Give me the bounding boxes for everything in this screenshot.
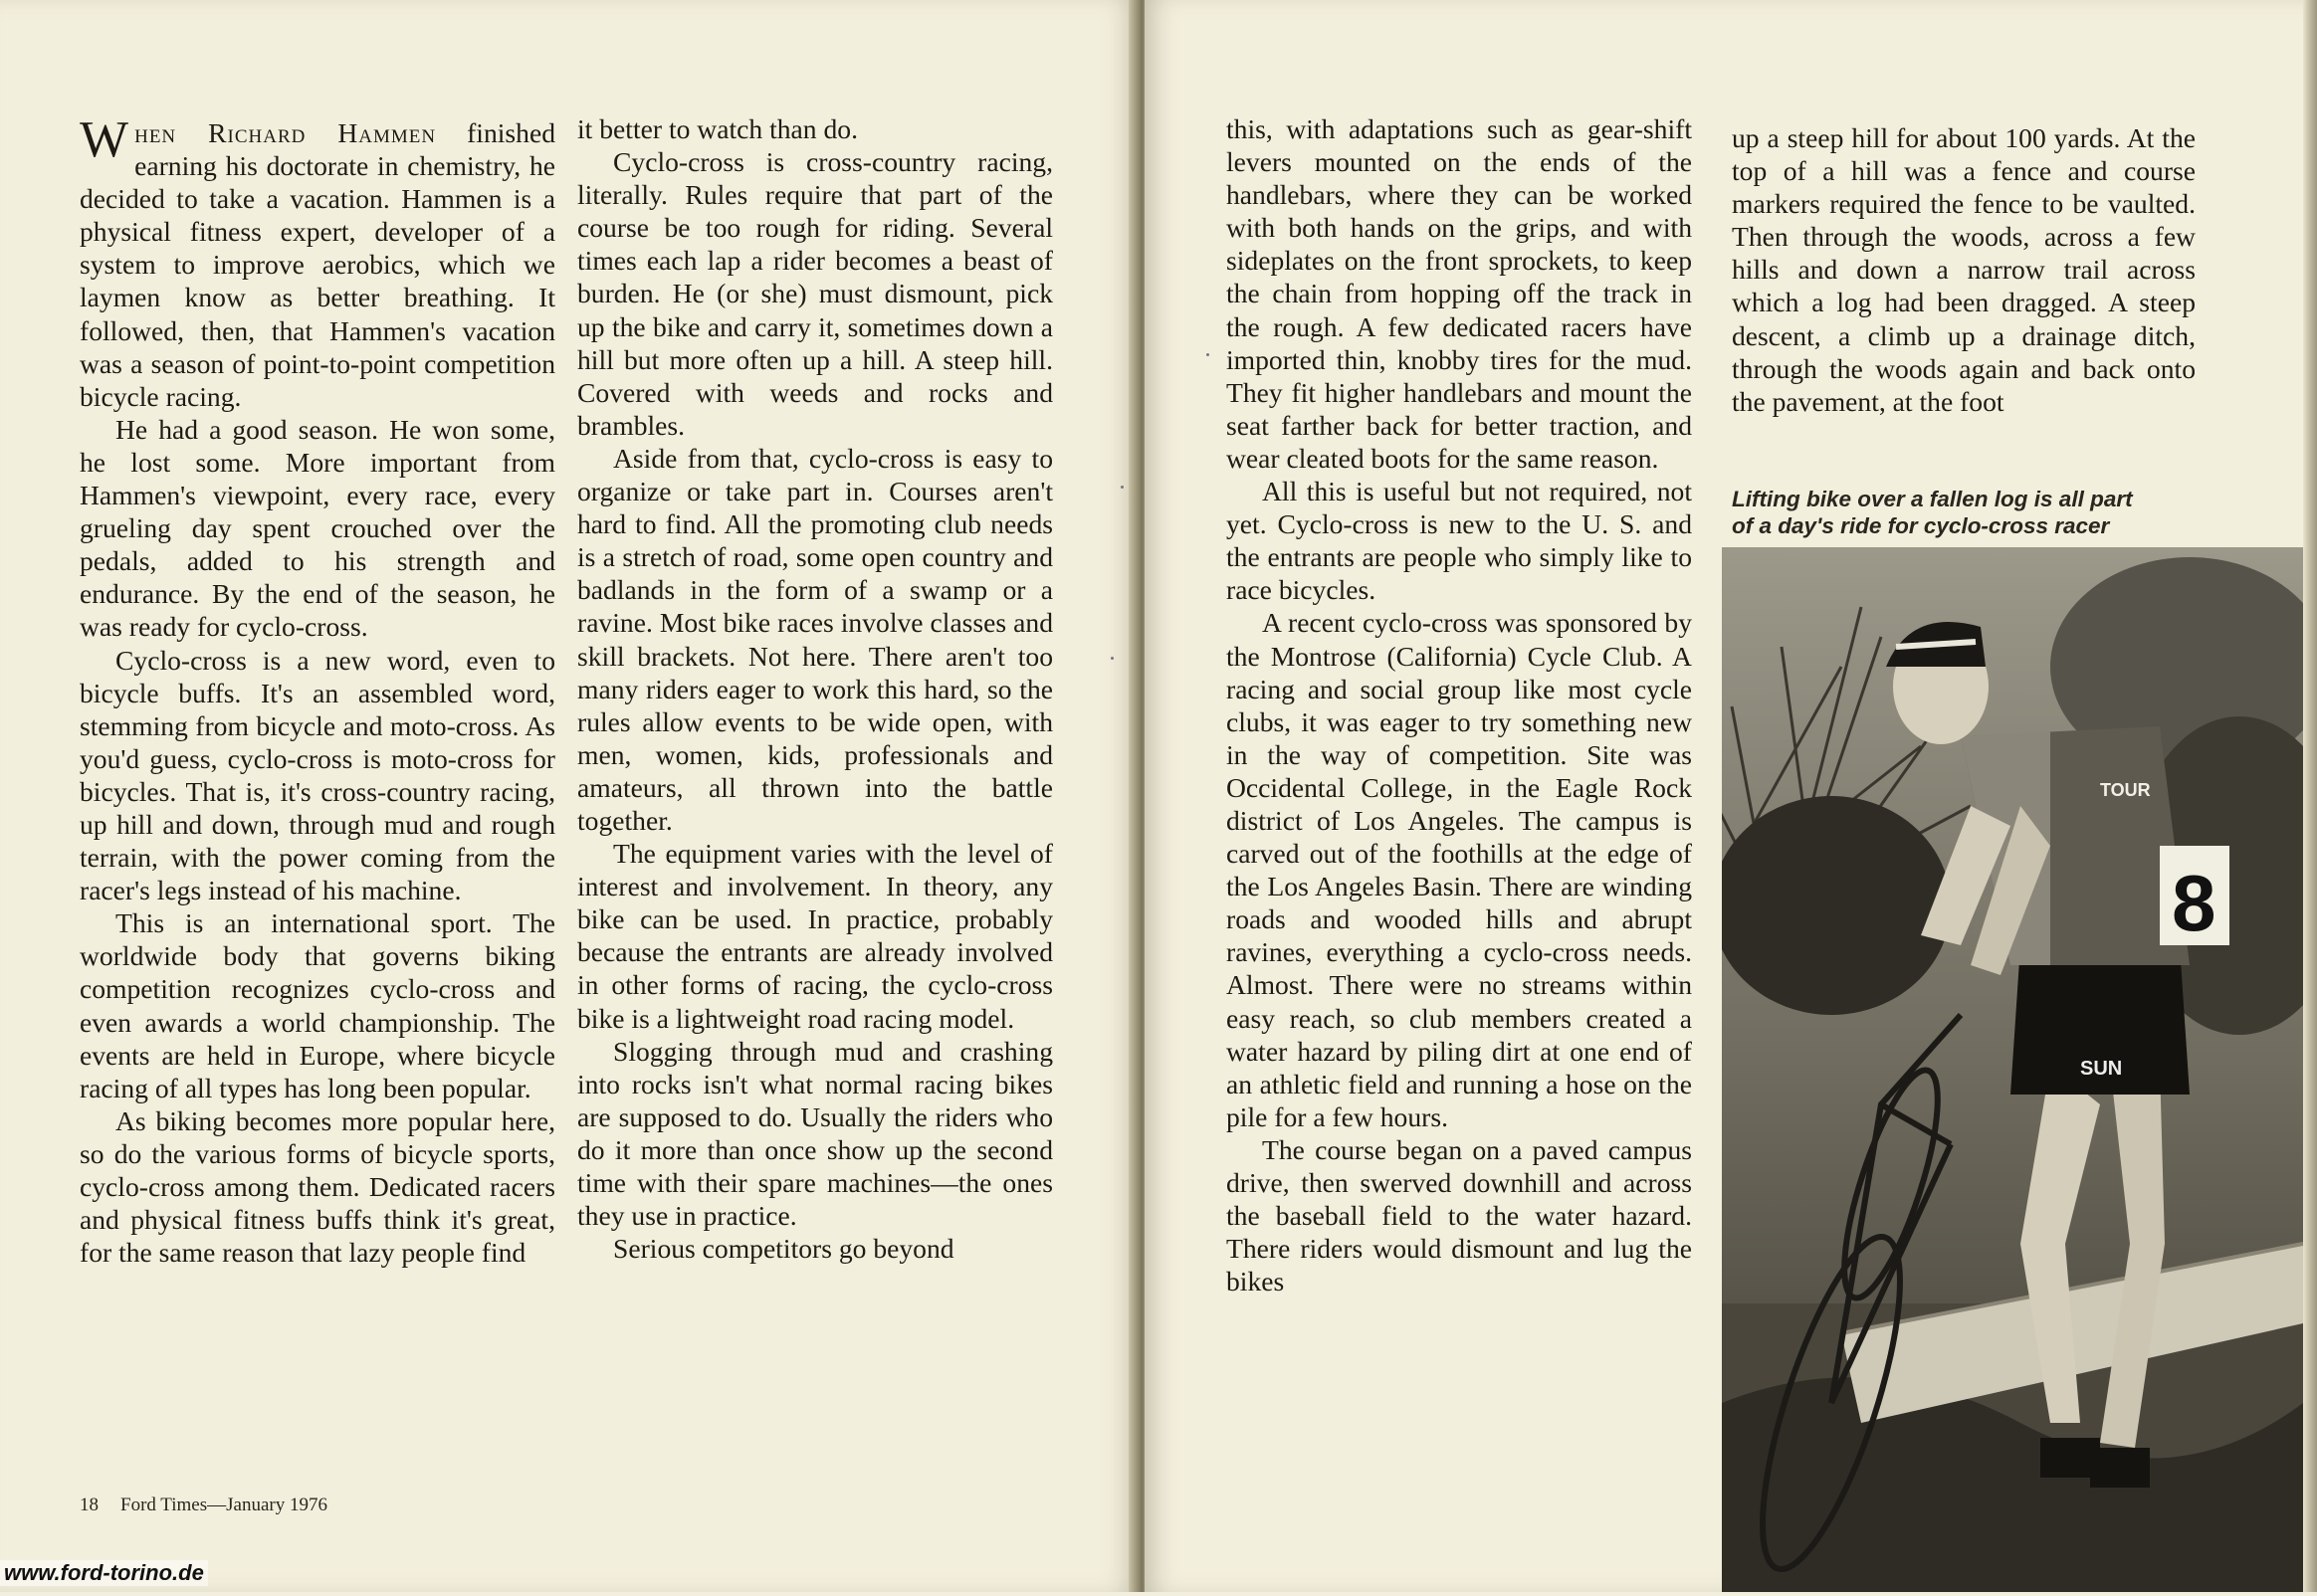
paragraph: Slogging through mud and crashing into rocks isn't what normal racing bikes are supposed to do. Usually the riders who do it more than once show up the second time with their spare machines—the ones they use in practice.	[577, 1035, 1053, 1232]
paragraph: A recent cyclo-cross was sponsored by the Montrose (California) Cycle Club. A racing and social group like most cycle clubs, it was eager to try something new in the way of competition. Site was Occidental College, in the Eagle Rock district of Los Angeles. The campus is carved out of the foothills at the edge of the Los Angeles Basin. There are winding roads and wooded hills and abrupt ravines, everything a cyclo-cross needs. Almost. There were no streams within easy reach, so club members created a water hazard by piling dirt at one end of an athletic field and running a hose on the pile for a few hours.	[1226, 607, 1692, 1132]
text-column-3	[1226, 112, 1692, 1297]
text-column-1	[80, 111, 556, 1269]
watermark-url: www.ford-torino.de	[0, 1560, 208, 1586]
text-column-4	[1732, 121, 2196, 418]
publication-line: Ford Times—January 1976	[120, 1495, 327, 1515]
page-edge	[2303, 0, 2317, 1592]
paragraph: Cyclo-cross is cross-country racing, literally. Rules require that part of the course be too rough for riding. Several times each lap a rider becomes a beast of burden. He (or she) must dismount, pick up the bike and carry it, sometimes down a hill but more often up a hill. A steep hill. Covered with weeds and rocks and brambles.	[577, 146, 1053, 441]
paragraph: The equipment varies with the level of interest and involvement. In theory, any bike can be used. In practice, probably because the entrants are already involved in other forms of racing, the cyclo-cross bike is a lightweight road racing model.	[577, 838, 1053, 1034]
paragraph: He had a good season. He won some, he lost some. More important from Hammen's viewpoint, every race, every grueling day spent crouched over the pedals, added to his strength and endurance. By the end of the season, he was ready for cyclo-cross.	[80, 413, 555, 643]
paragraph: This is an international sport. The worldwide body that governs biking competition recognizes cyclo-cross and even awards a world championship. The events are held in Europe, where bicycle racing of all types has long been popular.	[80, 907, 555, 1103]
drop-cap: W	[80, 111, 129, 168]
photo-illustration	[1722, 547, 2303, 1592]
cyclo-cross-photo	[1722, 547, 2303, 1592]
paragraph: Serious competitors go beyond	[613, 1233, 954, 1265]
paragraph: As biking becomes more popular here, so do the various forms of bicycle sports, cyclo-cross among them. Dedicated racers and physical fitness buffs think it's great, for the same reason that lazy people find	[80, 1104, 555, 1269]
page-number: 18	[80, 1495, 99, 1515]
jersey-text: TOUR	[2100, 780, 2151, 800]
race-number: 8	[2172, 859, 2216, 947]
lead-in: hen Richard Hammen	[134, 117, 437, 148]
text-column-2	[577, 112, 1053, 1265]
photo-caption	[1732, 486, 2196, 539]
paragraph: All this is useful but not required, not yet. Cyclo-cross is new to the U. S. and the entrants are people who simply like to race bicycles.	[1226, 476, 1692, 606]
paragraph	[80, 111, 556, 413]
print-speck	[1111, 657, 1114, 660]
left-page	[0, 0, 1137, 1592]
page-footer	[80, 1495, 327, 1516]
paragraph: this, with adaptations such as gear-shift levers mounted on the ends of the handlebars, where they can be worked with both hands on the grips, and with sideplates on the front sprockets, to keep the chain from hopping off the track in the rough. A few dedicated racers have imported thin, knobby tires for the mud. They fit higher handlebars and mount the seat farther back for better traction, and wear cleated boots for the same reason.	[1226, 113, 1692, 474]
paragraph: it better to watch than do.	[577, 113, 858, 144]
print-speck	[1206, 353, 1209, 356]
paragraph-text: finished earning his doctorate in chemistry, he decided to take a vacation. Hammen is a physical fitness expert, developer of a system to improve aerobics, which we laymen know as better breathing. It followed, then, that Hammen's vacation was a season of point-to-point competition bicycle racing.	[80, 117, 556, 412]
paragraph: up a steep hill for about 100 yards. At the top of a hill was a fence and course markers required the fence to be vaulted. Then through the woods, across a few hills and down a narrow trail across which a log had been dragged. A steep descent, a climb up a drainage ditch, through the woods again and back onto the pavement, at the foot	[1732, 122, 2196, 417]
print-speck	[1121, 486, 1124, 489]
shorts-text: SUN	[2080, 1058, 2123, 1080]
caption-line: Lifting bike over a fallen log is all part	[1732, 487, 2133, 511]
caption-line: of a day's ride for cyclo-cross racer	[1732, 513, 2110, 538]
paragraph: Cyclo-cross is a new word, even to bicycle buffs. It's an assembled word, stemming from bicycle and moto-cross. As you'd guess, cyclo-cross is moto-cross for bicycles. That is, it's cross-country racing, up hill and down, through mud and rough terrain, with the power coming from the racer's legs instead of his machine.	[80, 644, 555, 906]
paragraph: Aside from that, cyclo-cross is easy to organize or take part in. Courses aren't hard to find. All the promoting club needs is a stretch of road, some open country and badlands in the form of a swamp or a ravine. Most bike races involve classes and skill brackets. Not here. There aren't too many riders eager to work this hard, so the rules allow events to be wide open, with men, women, kids, professionals and amateurs, all thrown into the battle together.	[577, 442, 1053, 836]
paragraph: The course began on a paved campus drive, then swerved downhill and across the baseball field to the water hazard. There riders would dismount and lug the bikes	[1226, 1133, 1692, 1297]
